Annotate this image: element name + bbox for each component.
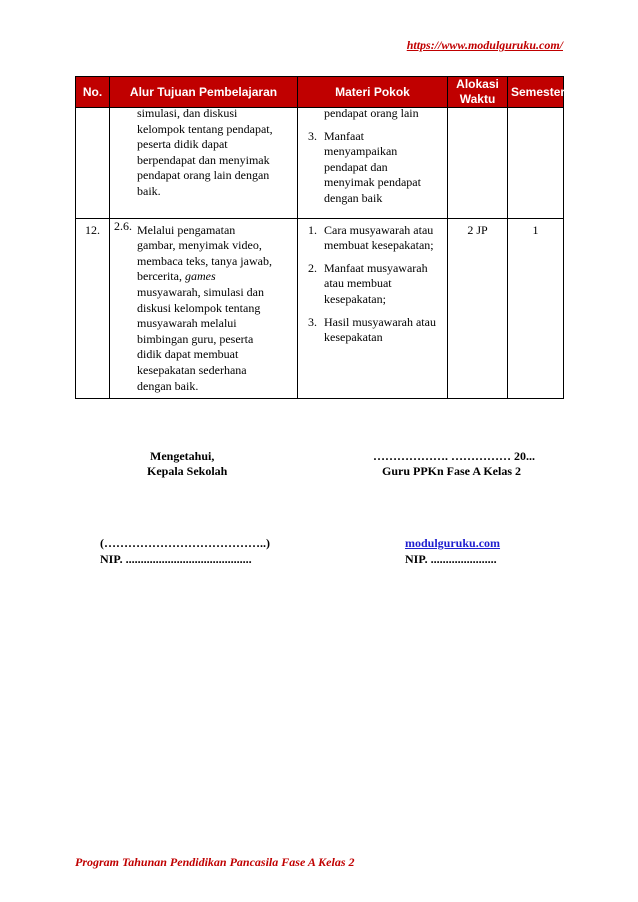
materi-line: dengan baik [324,190,383,205]
materi-line: atau membuat [324,276,392,291]
sig-left-name: (…………………………………..) [100,536,270,550]
atp-line: kelompok tentang pendapat, [137,121,273,136]
header-materi: Materi Pokok [298,77,448,108]
alokasi-value: 2 JP [467,222,488,237]
table-header-row [76,77,564,108]
materi-line: menyampaikan [324,144,398,159]
table-row-continued [76,108,564,219]
materi-line: kesepakatan [324,330,383,345]
materi-item [302,261,443,308]
materi-item-number: 2. [308,260,317,275]
cell-no-empty [76,108,110,219]
atp-code: 2.6. [114,218,132,233]
program-table [75,76,564,399]
sig-right-nip: NIP. ...................... [405,552,497,566]
sig-right-title: Guru PPKn Fase A Kelas 2 [382,464,522,478]
header-atp: Alur Tujuan Pembelajaran [110,77,298,108]
atp-line: musyawarah, simulasi dan [137,284,264,299]
materi-item [302,315,443,346]
materi-line: Hasil musyawarah atau [324,314,436,329]
atp-line: gambar, menyimak video, [137,238,262,253]
materi-item [302,129,443,207]
materi-line: membuat kesepakatan; [324,238,434,253]
atp-line: kesepakatan sederhana [137,362,247,377]
atp-line: baik. [137,183,161,198]
materi-line: pendapat dan [324,159,388,174]
materi-line: Cara musyawarah atau [324,222,434,237]
atp-line: diskusi kelompok tentang [137,300,261,315]
materi-prev-line: pendapat orang lain [324,106,419,120]
materi-item [302,223,443,254]
atp-line: musyawarah melalui [137,316,237,331]
footer-text: Program Tahunan Pendidikan Pancasila Fase A Kelas 2 [75,855,355,869]
atp-line: Melalui pengamatan [137,222,236,237]
cell-alokasi-empty [448,108,508,219]
semester-value: 1 [532,222,539,237]
atp-line: membaca teks, tanya jawab, [137,253,272,268]
cell-materi-continued [298,108,448,219]
sig-left-title2: Kepala Sekolah [147,464,228,478]
materi-item-number: 1. [308,222,317,237]
header-semester: Semester [508,77,564,108]
atp-cerita-text: bercerita, [137,269,182,284]
materi-line: kesepakatan; [324,291,386,306]
atp-line: dengan baik. [137,378,199,393]
header-no: No. [76,77,110,108]
sig-left-nip: NIP. .......................................... [100,552,252,566]
cell-semester-empty [508,108,564,219]
atp-line: pendapat orang lain dengan [137,168,270,183]
sig-left-title1: Mengetahui, [150,449,215,463]
cell-semester [508,218,564,399]
row-number: 12. [85,222,100,237]
atp-line: simulasi, dan diskusi [137,106,238,120]
atp-line: bimbingan guru, peserta [137,331,254,346]
header-alokasi: Alokasi Waktu [448,77,508,108]
cell-atp-continued [110,108,298,219]
cell-materi [298,218,448,399]
atp-games-text: games [184,269,216,284]
cell-atp [110,218,298,399]
atp-line: berpendapat dan menyimak [137,152,270,167]
materi-item-number: 3. [308,128,317,143]
cell-alokasi [448,218,508,399]
materi-line: Manfaat musyawarah [324,260,428,275]
materi-line: Manfaat [324,128,364,143]
materi-item-number: 3. [308,314,317,329]
atp-line: didik dapat membuat [137,347,239,362]
atp-line: peserta didik dapat [137,137,228,152]
cell-no [76,218,110,399]
table-row-12 [76,218,564,399]
atp-line [137,269,293,285]
header-url-link[interactable]: https://www.modulguruku.com/ [406,38,563,52]
sig-right-name-link[interactable]: modulguruku.com [405,536,501,550]
materi-line: menyimak pendapat [324,175,421,190]
sig-right-date: ………………. …………… 20... [373,449,535,463]
